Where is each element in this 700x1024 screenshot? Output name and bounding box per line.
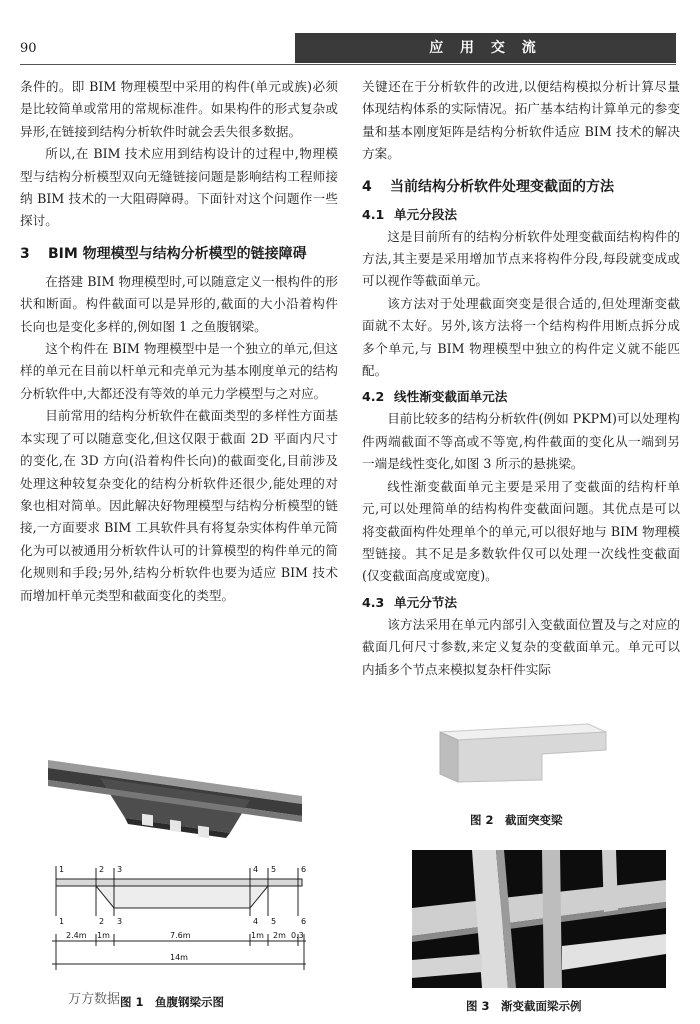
node-label-top: 5: [271, 865, 277, 874]
section-number: 3: [20, 245, 30, 262]
paragraph: 所以,在 BIM 技术应用到结构设计的过程中,物理模型与结构分析模型双向无缝链接问题是影响结构工程师接纳 BIM 技术的一大阻碍障碍。下面针对这个问题作一些探讨。: [20, 146, 338, 229]
page-number: 90: [20, 41, 37, 56]
paragraph: 条件的。即 BIM 物理模型中采用的构件(单元或族)必须是比较简单或常用的常规标准件。如果构件的形式复杂或异形,在链接到结构分析软件时就会丢失很多数据。: [20, 79, 338, 139]
section-number: 4: [362, 178, 372, 195]
paragraph: 这个构件在 BIM 物理模型中是一个独立的单元,但这样的单元在目前以杆单元和壳单元为基本刚度单元的结构分析软件中,大都还没有等效的单元力学模型与之对应。: [20, 341, 338, 401]
figure-1-fish-belly-beam: [30, 738, 330, 990]
subsection-heading-4-1: [362, 204, 680, 226]
node-label-bottom: 1: [59, 917, 65, 926]
paragraph: 目前比较多的结构分析软件(例如 PKPM)可以处理构件两端截面不等高或不等宽,构件截面的变化从一端到另一端是线性变化,如图 3 所示的悬挑梁。: [362, 411, 680, 472]
total-length-label: 14m: [170, 953, 188, 962]
figure-1-caption: 图 1 鱼腹钢梁示图: [120, 995, 225, 1009]
subsection-heading-4-2: [362, 386, 680, 408]
subsection-title: 单元分节法: [394, 594, 457, 610]
figure-3-tapered-beam: [412, 850, 666, 988]
node-label-bottom: 5: [271, 917, 277, 926]
header-rule: [20, 64, 676, 65]
dimension-label: 1m: [97, 931, 110, 940]
beam-3d-render: [48, 760, 302, 838]
section-heading-3: [20, 243, 338, 265]
node-label-bottom: 3: [117, 917, 123, 926]
dimension-label: 0.3: [291, 931, 304, 940]
figure-2-abrupt-section-beam: [430, 720, 620, 800]
dimension-label: 2.4m: [66, 931, 87, 940]
section-title: BIM 物理模型与结构分析模型的链接障碍: [48, 245, 307, 262]
right-column: [362, 76, 680, 681]
subsection-number: 4.3: [362, 594, 385, 610]
paragraph: 在搭建 BIM 物理模型时,可以随意定义一根构件的形状和断面。构件截面可以是异形的,截面的大小沿着构件长向也是变化多样的,例如图 1 之鱼腹钢梁。: [20, 273, 338, 334]
paragraph: 该方法对于处理截面突变是很合适的,但处理渐变截面就不太好。另外,该方法将一个结构构件用断点拆分成多个单元,与 BIM 物理模型中独立的构件定义就不能匹配。: [362, 295, 680, 379]
node-label-bottom: 6: [301, 917, 307, 926]
paragraph: 这是目前所有的结构分析软件处理变截面结构构件的方法,其主要是采用增加节点来将构件分段,每段就变成或可以视作等截面单元。: [362, 228, 680, 289]
subsection-title: 线性渐变截面单元法: [394, 389, 508, 405]
node-label-top: 2: [99, 865, 105, 874]
dimension-label: 2m: [273, 931, 286, 940]
paragraph: 该方法采用在单元内部引入变截面位置及与之对应的截面几何尺寸参数,来定义复杂的变截面单元。单元可以内插多个节点来模拟复杂杆件实际: [362, 616, 680, 677]
node-label-top: 4: [253, 865, 259, 874]
dimension-label: 1m: [251, 931, 264, 940]
watermark: 万方数据: [68, 992, 121, 1007]
paragraph: 线性渐变截面单元主要是采用了变截面的结构杆单元,可以处理简单的结构构件变截面问题。其优点是可以将变截面构件处理单个的单元,可以很好地与 BIM 物理模型链接。其不足是多数软件仅可以处理一次线性变截面(仅变截面高度或宽度)。: [362, 478, 680, 584]
node-label-top: 6: [301, 865, 307, 874]
figure-3-caption: 图 3 渐变截面梁示例: [466, 999, 582, 1013]
node-label-bottom: 4: [253, 917, 259, 926]
node-label-top: 3: [117, 865, 123, 874]
section-header: 应 用 交 流: [295, 33, 676, 63]
section-title: 当前结构分析软件处理变截面的方法: [390, 178, 614, 195]
subsection-heading-4-3: [362, 592, 680, 614]
subsection-number: 4.2: [362, 389, 385, 405]
subsection-number: 4.1: [362, 206, 385, 222]
figure-2-caption: 图 2 截面突变梁: [470, 813, 563, 827]
subsection-title: 单元分段法: [394, 206, 457, 222]
left-column: [20, 76, 338, 607]
node-label-bottom: 2: [99, 917, 105, 926]
dimension-label: 7.6m: [170, 931, 191, 940]
node-label-top: 1: [59, 865, 65, 874]
section-heading-4: [362, 176, 680, 198]
paragraph: 目前常用的结构分析软件在截面类型的多样性方面基本实现了可以随意变化,但这仅限于截面 2D 平面内尺寸的变化,在 3D 方向(沿着构件长向)的截面变化,目前涉及处理这种较复杂变化的结构分析软件还很少,能处理的对象也相对简单。因此解决好物理模型与结构分析模型的链接,一方面要求 BIM 工具软件具有将复杂实体构件单元简化为可以被通用分析软件认可的计算模型的构件单元的简化规则和手段;另外,结构分析软件也要为适应 BIM 技术而增加杆单元类型和截面变化的类型。: [20, 408, 338, 603]
paragraph: 关键还在于分析软件的改进,以便结构模拟分析计算尽量体现结构体系的实际情况。拓广基本结构计算单元的参变量和基本刚度矩阵是结构分析软件适应 BIM 技术的解决方案。: [362, 79, 680, 162]
